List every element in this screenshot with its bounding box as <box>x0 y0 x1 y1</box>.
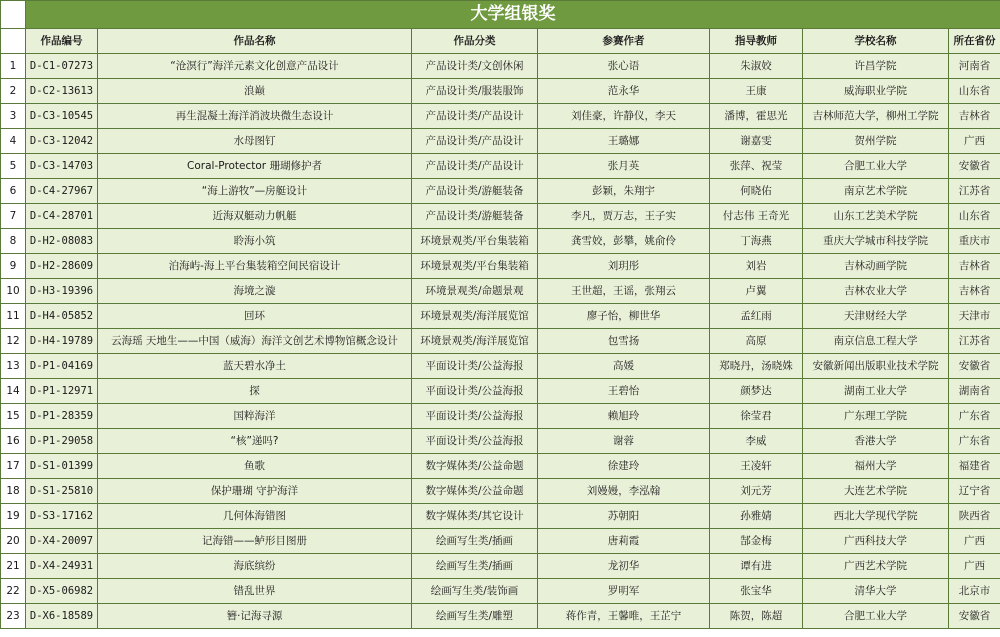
school-name: 重庆大学城市科技学院 <box>803 229 949 254</box>
work-category: 环境景观类/海洋展览馆 <box>412 329 538 354</box>
work-authors: 高媛 <box>538 354 710 379</box>
school-name: 天津财经大学 <box>803 304 949 329</box>
work-code: D-S3-17162 <box>26 504 98 529</box>
work-authors: 张心语 <box>538 54 710 79</box>
work-name: 错乱世界 <box>98 579 412 604</box>
work-category: 绘画写生类/插画 <box>412 554 538 579</box>
work-category: 环境景观类/命题景观 <box>412 279 538 304</box>
work-category: 产品设计类/产品设计 <box>412 104 538 129</box>
work-code: D-P1-12971 <box>26 379 98 404</box>
work-code: D-S1-25810 <box>26 479 98 504</box>
work-category: 平面设计类/公益海报 <box>412 379 538 404</box>
work-name: 鱼歌 <box>98 454 412 479</box>
work-code: D-C2-13613 <box>26 79 98 104</box>
school-name: 大连艺术学院 <box>803 479 949 504</box>
work-name: 泊海屿-海上平台集装箱空间民宿设计 <box>98 254 412 279</box>
table-row <box>1 104 1000 129</box>
work-category: 环境景观类/海洋展览馆 <box>412 304 538 329</box>
work-name: 簪·记海寻源 <box>98 604 412 629</box>
work-name: 云海瑶 天地生——中国（威海）海洋文创艺术博物馆概念设计 <box>98 329 412 354</box>
work-advisor: 颜梦达 <box>710 379 803 404</box>
row-number: 2 <box>1 79 26 104</box>
work-name: 浪巅 <box>98 79 412 104</box>
row-number: 16 <box>1 429 26 454</box>
work-authors: 刘玥彤 <box>538 254 710 279</box>
table-row <box>1 479 1000 504</box>
province-name: 吉林省 <box>949 104 1000 129</box>
table-row <box>1 529 1000 554</box>
work-code: D-X5-06982 <box>26 579 98 604</box>
work-name: 聆海小筑 <box>98 229 412 254</box>
province-name: 广西 <box>949 129 1000 154</box>
work-authors: 刘佳豪，许静仪，李天 <box>538 104 710 129</box>
work-category: 数字媒体类/公益命题 <box>412 479 538 504</box>
work-category: 产品设计类/产品设计 <box>412 154 538 179</box>
work-name: 水母图钉 <box>98 129 412 154</box>
row-number: 17 <box>1 454 26 479</box>
school-name: 许昌学院 <box>803 54 949 79</box>
province-name: 北京市 <box>949 579 1000 604</box>
work-code: D-P1-04169 <box>26 354 98 379</box>
work-authors: 苏朝阳 <box>538 504 710 529</box>
row-number: 10 <box>1 279 26 304</box>
work-advisor: 朱淑姣 <box>710 54 803 79</box>
table-row <box>1 404 1000 429</box>
province-name: 广东省 <box>949 404 1000 429</box>
table-body <box>1 54 1000 629</box>
school-name: 广西艺术学院 <box>803 554 949 579</box>
province-name: 广西 <box>949 554 1000 579</box>
table-row <box>1 504 1000 529</box>
work-advisor: 张萍、祝莹 <box>710 154 803 179</box>
work-advisor: 孟红雨 <box>710 304 803 329</box>
corner-cell <box>1 1 26 29</box>
work-category: 绘画写生类/雕塑 <box>412 604 538 629</box>
row-number: 7 <box>1 204 26 229</box>
row-number: 11 <box>1 304 26 329</box>
work-code: D-H4-05852 <box>26 304 98 329</box>
work-advisor: 谭有进 <box>710 554 803 579</box>
table-row <box>1 79 1000 104</box>
work-name: 几何体海错图 <box>98 504 412 529</box>
work-category: 数字媒体类/公益命题 <box>412 454 538 479</box>
work-category: 绘画写生类/装饰画 <box>412 579 538 604</box>
province-name: 安徽省 <box>949 604 1000 629</box>
table-row <box>1 54 1000 79</box>
work-category: 产品设计类/产品设计 <box>412 129 538 154</box>
work-name: 回环 <box>98 304 412 329</box>
work-advisor: 李威 <box>710 429 803 454</box>
work-name: 探 <box>98 379 412 404</box>
work-category: 平面设计类/公益海报 <box>412 354 538 379</box>
work-authors: 龚雪姣，彭攀，姚俞伶 <box>538 229 710 254</box>
table-row <box>1 554 1000 579</box>
work-name: Coral-Protector 珊瑚修护者 <box>98 154 412 179</box>
work-advisor: 谢嘉雯 <box>710 129 803 154</box>
row-number: 14 <box>1 379 26 404</box>
table-row <box>1 279 1000 304</box>
table-row <box>1 179 1000 204</box>
province-name: 湖南省 <box>949 379 1000 404</box>
header-category: 作品分类 <box>412 29 538 54</box>
school-name: 南京信息工程大学 <box>803 329 949 354</box>
work-code: D-C4-28701 <box>26 204 98 229</box>
header-authors: 参赛作者 <box>538 29 710 54</box>
work-advisor: 孙雅婧 <box>710 504 803 529</box>
header-num-cell <box>1 29 26 54</box>
table-row <box>1 429 1000 454</box>
row-number: 1 <box>1 54 26 79</box>
province-name: 安徽省 <box>949 154 1000 179</box>
table-row <box>1 379 1000 404</box>
header-code: 作品编号 <box>26 29 98 54</box>
work-advisor: 郜金梅 <box>710 529 803 554</box>
work-advisor: 张宝华 <box>710 579 803 604</box>
row-number: 13 <box>1 354 26 379</box>
work-authors: 蒋作青，王馨唯，王芷宁 <box>538 604 710 629</box>
work-authors: 李凡，贾万志，王子实 <box>538 204 710 229</box>
table-row <box>1 604 1000 629</box>
work-code: D-H3-19396 <box>26 279 98 304</box>
work-advisor: 陈贺，陈超 <box>710 604 803 629</box>
work-category: 环境景观类/平台集装箱 <box>412 254 538 279</box>
work-code: D-C3-10545 <box>26 104 98 129</box>
work-advisor: 刘元芳 <box>710 479 803 504</box>
work-advisor: 何晓佑 <box>710 179 803 204</box>
work-code: D-C1-07273 <box>26 54 98 79</box>
work-authors: 赖旭玲 <box>538 404 710 429</box>
work-name: 近海双艇动力帆艇 <box>98 204 412 229</box>
title-row <box>1 1 1000 29</box>
header-province: 所在省份 <box>949 29 1000 54</box>
work-advisor: 王凌轩 <box>710 454 803 479</box>
province-name: 广东省 <box>949 429 1000 454</box>
work-name: “海上游牧”—房艇设计 <box>98 179 412 204</box>
province-name: 江苏省 <box>949 329 1000 354</box>
row-number: 18 <box>1 479 26 504</box>
table-row <box>1 454 1000 479</box>
row-number: 20 <box>1 529 26 554</box>
table-row <box>1 329 1000 354</box>
work-code: D-C4-27967 <box>26 179 98 204</box>
work-name: 保护珊瑚 守护海洋 <box>98 479 412 504</box>
province-name: 河南省 <box>949 54 1000 79</box>
work-category: 产品设计类/游艇装备 <box>412 179 538 204</box>
province-name: 安徽省 <box>949 354 1000 379</box>
header-advisor: 指导教师 <box>710 29 803 54</box>
work-advisor: 潘博，霍思光 <box>710 104 803 129</box>
row-number: 22 <box>1 579 26 604</box>
school-name: 南京艺术学院 <box>803 179 949 204</box>
province-name: 吉林省 <box>949 279 1000 304</box>
work-name: “核”递吗? <box>98 429 412 454</box>
work-authors: 谢蓉 <box>538 429 710 454</box>
work-code: D-C3-14703 <box>26 154 98 179</box>
work-authors: 彭颖，朱翔宇 <box>538 179 710 204</box>
school-name: 湖南工业大学 <box>803 379 949 404</box>
province-name: 广西 <box>949 529 1000 554</box>
table-row <box>1 304 1000 329</box>
row-number: 15 <box>1 404 26 429</box>
school-name: 贺州学院 <box>803 129 949 154</box>
work-code: D-C3-12042 <box>26 129 98 154</box>
work-authors: 王碧怡 <box>538 379 710 404</box>
school-name: 西北大学现代学院 <box>803 504 949 529</box>
work-authors: 徐建玲 <box>538 454 710 479</box>
work-category: 平面设计类/公益海报 <box>412 404 538 429</box>
row-number: 12 <box>1 329 26 354</box>
work-code: D-H2-08083 <box>26 229 98 254</box>
school-name: 广东理工学院 <box>803 404 949 429</box>
work-name: 蓝天碧水净土 <box>98 354 412 379</box>
work-advisor: 郑晓丹，汤晓姝 <box>710 354 803 379</box>
work-name: 再生混凝土海洋消波块微生态设计 <box>98 104 412 129</box>
header-name: 作品名称 <box>98 29 412 54</box>
work-authors: 范永华 <box>538 79 710 104</box>
work-name: 海境之漩 <box>98 279 412 304</box>
province-name: 山东省 <box>949 204 1000 229</box>
province-name: 陕西省 <box>949 504 1000 529</box>
work-authors: 唐莉霞 <box>538 529 710 554</box>
row-number: 21 <box>1 554 26 579</box>
work-code: D-S1-01399 <box>26 454 98 479</box>
work-name: 记海错——鲈形目图册 <box>98 529 412 554</box>
table-row <box>1 579 1000 604</box>
table-row <box>1 204 1000 229</box>
header-row <box>1 29 1000 54</box>
work-advisor: 徐莹君 <box>710 404 803 429</box>
work-authors: 龙初华 <box>538 554 710 579</box>
work-code: D-H2-28609 <box>26 254 98 279</box>
work-code: D-X4-24931 <box>26 554 98 579</box>
work-code: D-P1-29058 <box>26 429 98 454</box>
work-category: 数字媒体类/其它设计 <box>412 504 538 529</box>
work-authors: 罗明军 <box>538 579 710 604</box>
row-number: 19 <box>1 504 26 529</box>
table-row <box>1 154 1000 179</box>
table-row <box>1 254 1000 279</box>
work-advisor: 付志伟 王奇光 <box>710 204 803 229</box>
work-advisor: 丁海燕 <box>710 229 803 254</box>
work-code: D-P1-28359 <box>26 404 98 429</box>
header-school: 学校名称 <box>803 29 949 54</box>
work-category: 产品设计类/文创休闲 <box>412 54 538 79</box>
work-advisor: 王康 <box>710 79 803 104</box>
province-name: 福建省 <box>949 454 1000 479</box>
work-category: 绘画写生类/插画 <box>412 529 538 554</box>
school-name: 安徽新闻出版职业技术学院 <box>803 354 949 379</box>
work-category: 平面设计类/公益海报 <box>412 429 538 454</box>
work-category: 环境景观类/平台集装箱 <box>412 229 538 254</box>
row-number: 4 <box>1 129 26 154</box>
work-advisor: 高原 <box>710 329 803 354</box>
work-advisor: 卢翼 <box>710 279 803 304</box>
table-row <box>1 129 1000 154</box>
table-row <box>1 354 1000 379</box>
row-number: 6 <box>1 179 26 204</box>
school-name: 威海职业学院 <box>803 79 949 104</box>
school-name: 合肥工业大学 <box>803 154 949 179</box>
work-category: 产品设计类/服装服饰 <box>412 79 538 104</box>
province-name: 江苏省 <box>949 179 1000 204</box>
province-name: 山东省 <box>949 79 1000 104</box>
table-row <box>1 229 1000 254</box>
work-category: 产品设计类/游艇装备 <box>412 204 538 229</box>
row-number: 5 <box>1 154 26 179</box>
row-number: 9 <box>1 254 26 279</box>
work-authors: 王璐娜 <box>538 129 710 154</box>
school-name: 清华大学 <box>803 579 949 604</box>
table-title: 大学组银奖 <box>26 1 1000 29</box>
school-name: 山东工艺美术学院 <box>803 204 949 229</box>
work-name: 海底缤纷 <box>98 554 412 579</box>
school-name: 福州大学 <box>803 454 949 479</box>
row-number: 23 <box>1 604 26 629</box>
province-name: 天津市 <box>949 304 1000 329</box>
province-name: 重庆市 <box>949 229 1000 254</box>
work-authors: 廖子怡，柳世华 <box>538 304 710 329</box>
school-name: 香港大学 <box>803 429 949 454</box>
work-name: 国粹海洋 <box>98 404 412 429</box>
work-authors: 包雪扬 <box>538 329 710 354</box>
province-name: 吉林省 <box>949 254 1000 279</box>
row-number: 3 <box>1 104 26 129</box>
work-authors: 王世超，王谣，张翔云 <box>538 279 710 304</box>
school-name: 吉林动画学院 <box>803 254 949 279</box>
school-name: 合肥工业大学 <box>803 604 949 629</box>
row-number: 8 <box>1 229 26 254</box>
work-authors: 张月英 <box>538 154 710 179</box>
work-code: D-X4-20097 <box>26 529 98 554</box>
school-name: 广西科技大学 <box>803 529 949 554</box>
work-name: “沧溟行”海洋元素文化创意产品设计 <box>98 54 412 79</box>
work-authors: 刘嫚嫚，李泓翰 <box>538 479 710 504</box>
work-advisor: 刘岩 <box>710 254 803 279</box>
work-code: D-X6-18589 <box>26 604 98 629</box>
school-name: 吉林农业大学 <box>803 279 949 304</box>
province-name: 辽宁省 <box>949 479 1000 504</box>
school-name: 吉林师范大学，柳州工学院 <box>803 104 949 129</box>
work-code: D-H4-19789 <box>26 329 98 354</box>
